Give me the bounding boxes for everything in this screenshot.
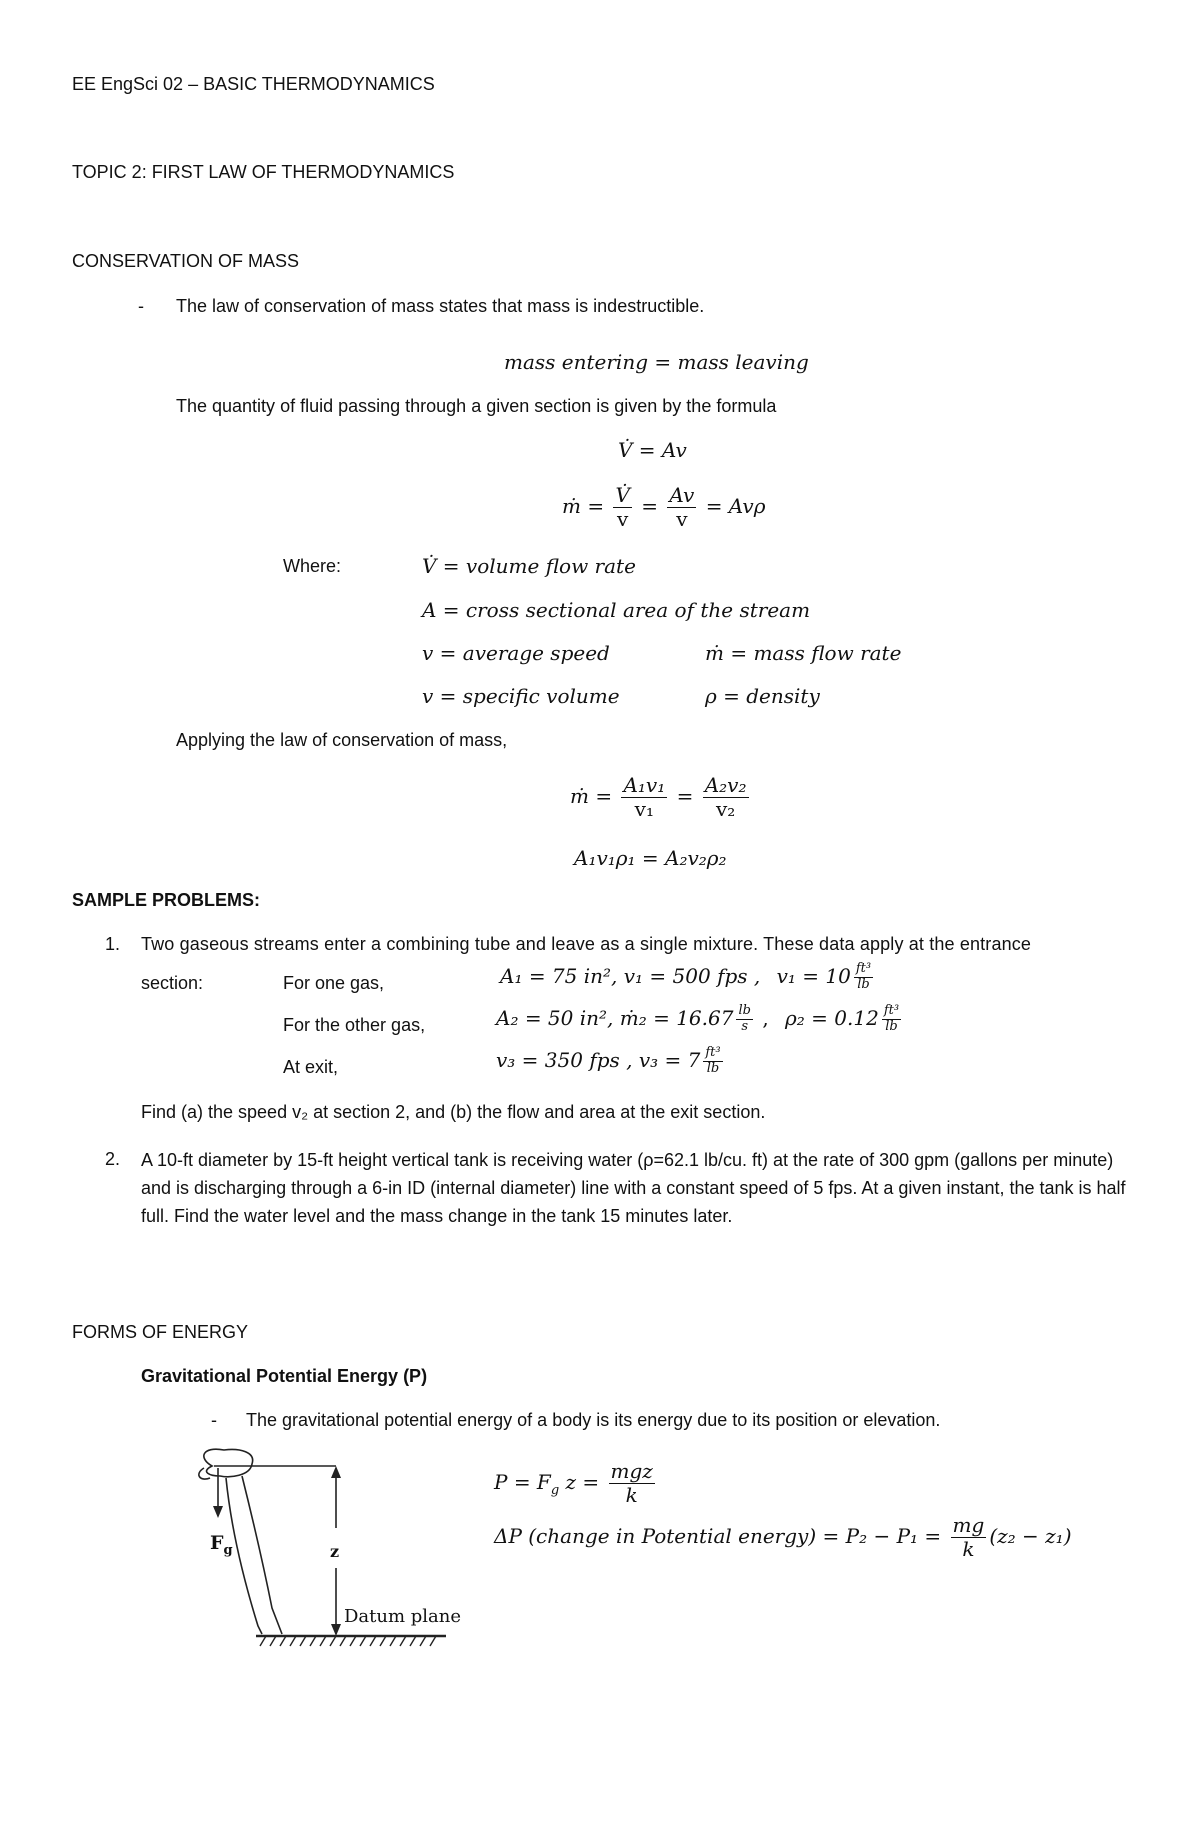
- course-title: EE EngSci 02 – BASIC THERMODYNAMICS: [72, 74, 435, 94]
- exit-label: At exit,: [283, 1057, 339, 1077]
- def-area: A = cross sectional area of the stream: [422, 598, 811, 622]
- def-volume-flow: V̇ = volume flow rate: [422, 554, 636, 578]
- applying-text: Applying the law of conservation of mass,: [176, 730, 508, 750]
- gpe-subheading: Gravitational Potential Energy (P): [141, 1366, 428, 1386]
- equation-volume-flow: V̇ = Av: [618, 438, 687, 462]
- equation-potential-energy: $P = F_g$ z = $\frac{\text{mgz}}{k}$: [494, 1459, 653, 1507]
- body-blob-shape: [204, 1449, 253, 1476]
- gas1-equation: A₁ = 75 in², v₁ = 500 fps , v₁ = 10 $\frac{\text{ft³}}{lb}$: [500, 961, 872, 992]
- def-specific-volume: v = specific volume: [422, 684, 620, 708]
- height-arrowhead-top: [331, 1466, 341, 1478]
- datum-hatching: [260, 1636, 436, 1646]
- path-line-1: [242, 1476, 282, 1634]
- section-heading-conservation: CONSERVATION OF MASS: [72, 251, 300, 271]
- equation-continuity-density: A₁v₁ρ₁ = A₂v₂ρ₂: [574, 846, 727, 870]
- mdot-fraction-1: $\frac{V̇}{v}$: [615, 483, 630, 531]
- topic-title: TOPIC 2: FIRST LAW OF THERMODYNAMICS: [72, 162, 455, 182]
- continuity-fraction-2: $\frac{\text{A₂v₂}}{\text{v₂}}$: [704, 773, 747, 821]
- problem-1-section: section:: [141, 973, 204, 993]
- gas1-label: For one gas,: [283, 973, 385, 993]
- problem-1-find: Find (a) the speed v₂ at section 2, and (b) the flow and area at the exit section.: [141, 1102, 766, 1122]
- force-arrowhead: [213, 1506, 223, 1518]
- problem-1-number: 1.: [105, 934, 121, 954]
- def-mass-flow: ṁ = mass flow rate: [705, 641, 902, 665]
- problem-1-text: Two gaseous streams enter a combining tube and leave as a single mixture. These data apply at the entrance: [141, 934, 1032, 954]
- problem-2-text: A 10-ft diameter by 15-ft height vertical tank is receiving water (ρ=62.1 lb/cu. ft) at the rate of 300 gpm (gallons per minute) and is discharging through a 6-in ID (internal diameter) line with a constant speed of 5 fps. At a given instant, the tank is half full. Find the water level and the mass change in the tank 15 minutes later.: [141, 1150, 1126, 1226]
- equation-delta-potential-energy: ΔP (change in Potential energy) = P₂ − P₁ = $\frac{mg}{k}$ (z₂ − z₁): [494, 1513, 1072, 1561]
- forms-of-energy-heading: FORMS OF ENERGY: [72, 1322, 249, 1342]
- figure-z-label: z: [330, 1542, 340, 1561]
- equation-continuity: ṁ = $\frac{\text{A₁v₁}}{\text{v₁}}$ = $\frac{\text{A₂v₂}}{\text{v₂}}$: [570, 773, 747, 821]
- equation-mass: mass entering = mass leaving: [504, 350, 809, 374]
- gpe-bullet: The gravitational potential energy of a body is its energy due to its position or elevation.: [246, 1410, 941, 1430]
- where-label: Where:: [283, 556, 342, 576]
- continuity-fraction-1: $\frac{\text{A₁v₁}}{\text{v₁}}$: [623, 773, 666, 821]
- mdot-fraction-2: $\frac{Av}{v}$: [669, 483, 695, 531]
- sample-problems-heading: SAMPLE PROBLEMS:: [72, 890, 261, 910]
- mdot-lhs: ṁ =: [562, 494, 605, 518]
- def-speed: v = average speed: [422, 641, 610, 665]
- quantity-text: The quantity of fluid passing through a given section is given by the formula: [176, 396, 777, 416]
- figure-force-label: $F_g$: [210, 1532, 233, 1558]
- def-density: ρ = density: [705, 684, 820, 708]
- equation-mass-flow: ṁ = $\frac{V̇}{v}$ = $\frac{Av}{v}$ = Avρ: [562, 483, 766, 531]
- exit-equation: v₃ = 350 fps , v₃ = 7 $\frac{\text{ft³}}{lb}$: [496, 1045, 721, 1076]
- gas2-label: For the other gas,: [283, 1015, 426, 1035]
- figure-datum-label: Datum plane: [344, 1606, 462, 1627]
- continuity-lhs: ṁ =: [570, 784, 613, 808]
- mdot-rhs: = Avρ: [705, 494, 766, 518]
- gpe-bullet-dash: -: [211, 1410, 217, 1430]
- bullet-dash: -: [138, 296, 144, 316]
- conservation-bullet: The law of conservation of mass states that mass is indestructible.: [176, 296, 705, 316]
- gas2-equation: A₂ = 50 in², ṁ₂ = 16.67 $\frac{lb}{s}$ , ρ₂ = 0.12 $\frac{\text{ft³}}{lb}$: [496, 1003, 900, 1034]
- height-arrowhead-bottom: [331, 1624, 341, 1636]
- problem-2-number: 2.: [105, 1149, 121, 1169]
